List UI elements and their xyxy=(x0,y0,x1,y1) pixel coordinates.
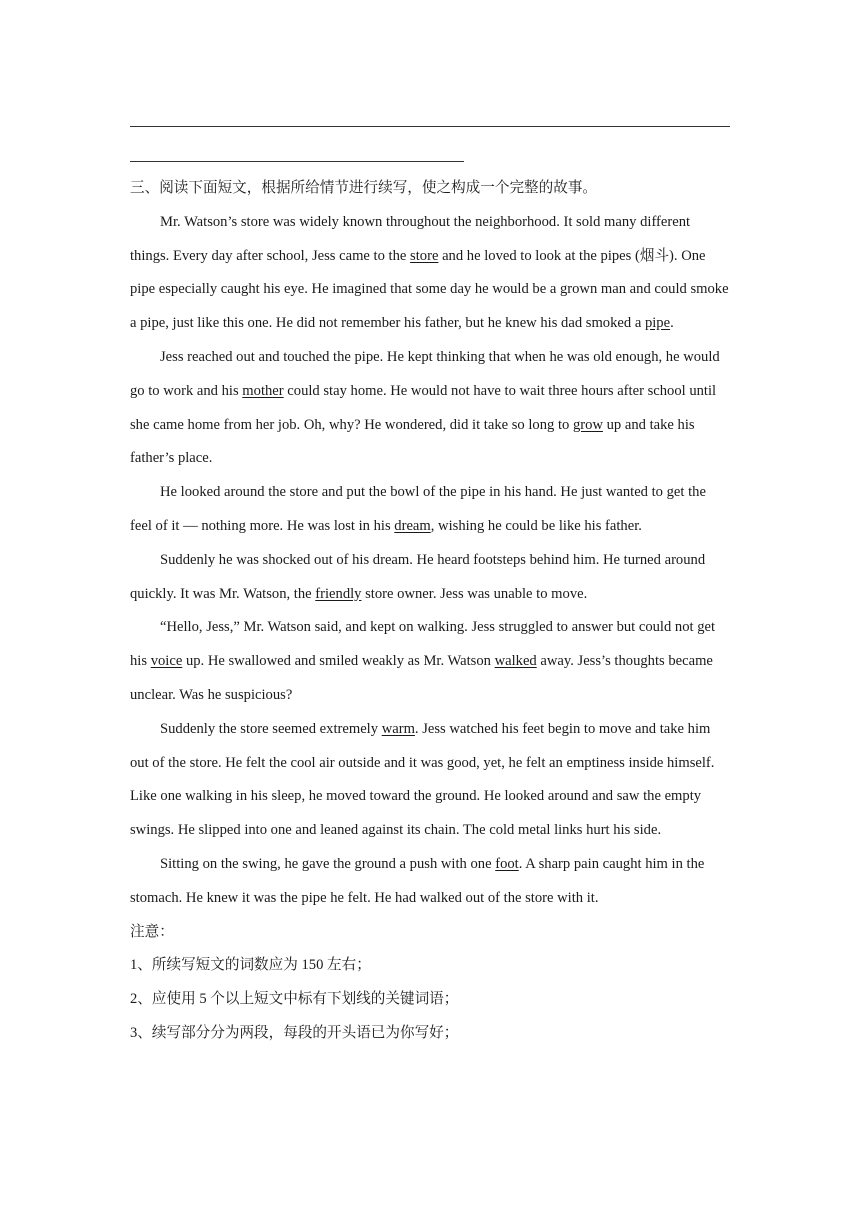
story-paragraph-1: Mr. Watson’s store was widely known throughout the neighborhood. It sold many different things. Every day after school, Jess came to the store and he loved to look at the pipes (烟斗). One pipe especially caught his eye. He imagined that some day he would be a grown man and could smoke a pipe, just like this one. He did not remember his father, but he knew his dad smoked a pipe. xyxy=(130,213,729,332)
keyword-voice: voice xyxy=(150,653,183,670)
keyword-warm: warm xyxy=(381,720,415,737)
story-paragraph-5: “Hello, Jess,” Mr. Watson said, and kept on walking. Jess struggled to answer but could not get his voice up. He swallowed and smiled weakly as Mr. Watson walked away. Jess’s thoughts became unclear. Was he suspicious? xyxy=(130,619,716,703)
story-paragraph-6: Suddenly the store seemed extremely warm. Jess watched his feet begin to move and take him out of the store. He felt the cool air outside and it was good, yet, he felt an emptiness inside himself. Like one walking in his sleep, he moved toward the ground. He looked around and saw the empty swings. He slipped into one and leaned against its chain. The cold metal links hurt his side. xyxy=(130,720,715,839)
note-item: 2、应使用 5 个以上短文中标有下划线的关键词语； xyxy=(130,991,459,1008)
note-item: 3、续写部分分为两段，每段的开头语已为你写好； xyxy=(130,1024,459,1041)
keyword-store: store xyxy=(410,247,439,264)
section-heading: 三、阅读下面短文，根据所给情节进行续写，使之构成一个完整的故事。 xyxy=(130,180,598,196)
story-paragraph-3: He looked around the store and put the bowl of the pipe in his hand. He just wanted to get the feel of it — nothing more. He was lost in his dream, wishing he could be like his father. xyxy=(130,484,706,534)
keyword-friendly: friendly xyxy=(315,585,362,602)
story-paragraph-2: Jess reached out and touched the pipe. He kept thinking that when he was old enough, he would go to work and his mother could stay home. He would not have to wait three hours after school until she came home from her job. Oh, why? He wondered, did it take so long to grow up and take his father’s place. xyxy=(130,348,720,467)
keyword-foot: foot xyxy=(495,855,519,872)
keyword-grow: grow xyxy=(572,416,603,433)
story-paragraph-4: Suddenly he was shocked out of his dream. He heard footsteps behind him. He turned around quickly. It was Mr. Watson, the friendly store owner. Jess was unable to move. xyxy=(130,551,706,602)
answer-line-full xyxy=(130,126,730,127)
keyword-dream: dream xyxy=(394,517,431,534)
keyword-walked: walked xyxy=(494,653,537,670)
document-body xyxy=(130,172,730,1051)
answer-line-partial xyxy=(130,161,464,162)
note-item: 1、所续写短文的词数应为 150 左右； xyxy=(130,957,371,974)
notes-heading: 注意： xyxy=(130,923,174,940)
story-paragraph-7: Sitting on the swing, he gave the ground a push with one foot. A sharp pain caught him in the stomach. He knew it was the pipe he felt. He had walked out of the store with it. xyxy=(130,855,705,906)
keyword-mother: mother xyxy=(242,382,284,399)
keyword-pipe: pipe xyxy=(644,315,671,332)
